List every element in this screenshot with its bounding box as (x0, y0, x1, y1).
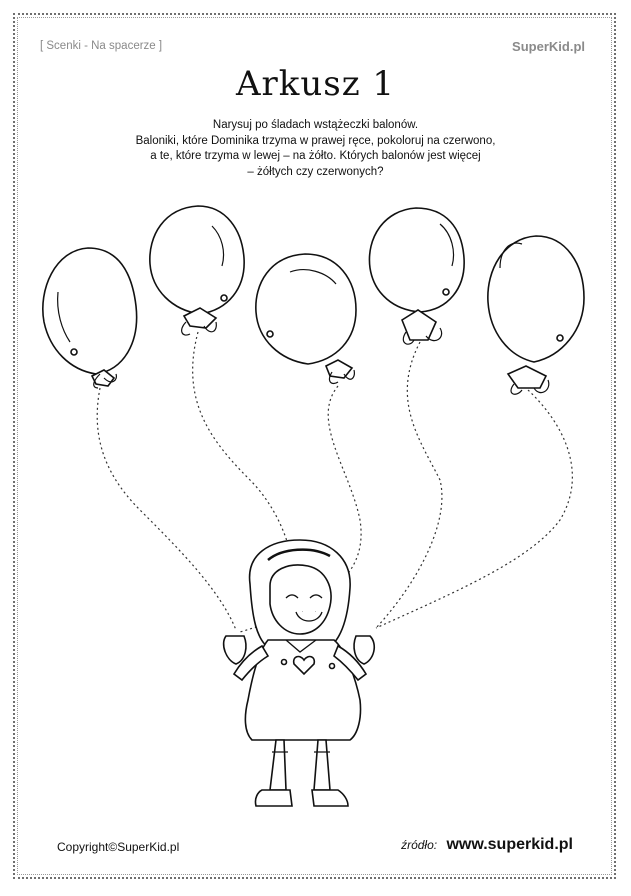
instruction-line: Baloniki, które Dominika trzyma w prawej ręce, pokoloruj na czerwono, (135, 134, 496, 147)
instruction-line: Narysuj po śladach wstążeczki balonów. (212, 119, 419, 131)
source (401, 836, 573, 854)
balloon-5 (488, 236, 584, 394)
balloon-2 (150, 206, 244, 335)
girl-figure (224, 540, 375, 806)
page-title: Arkusz 1 (235, 64, 396, 104)
source-link[interactable]: www.superkid.pl (446, 836, 573, 853)
section-label: [ Scenki - Na spacerze ] (40, 40, 163, 52)
copyright-text: Copyright©SuperKid.pl (57, 840, 180, 854)
balloon-3 (256, 254, 356, 384)
balloon-4 (369, 208, 464, 344)
brand-label: SuperKid.pl (512, 39, 585, 54)
instruction-line: a te, które trzyma w lewej – na żółto. Których balonów jest więcej (150, 150, 481, 162)
instruction-line: – żółtych czy czerwonych? (247, 165, 384, 178)
balloon-1 (43, 248, 137, 388)
source-label: źródło: (401, 838, 438, 852)
